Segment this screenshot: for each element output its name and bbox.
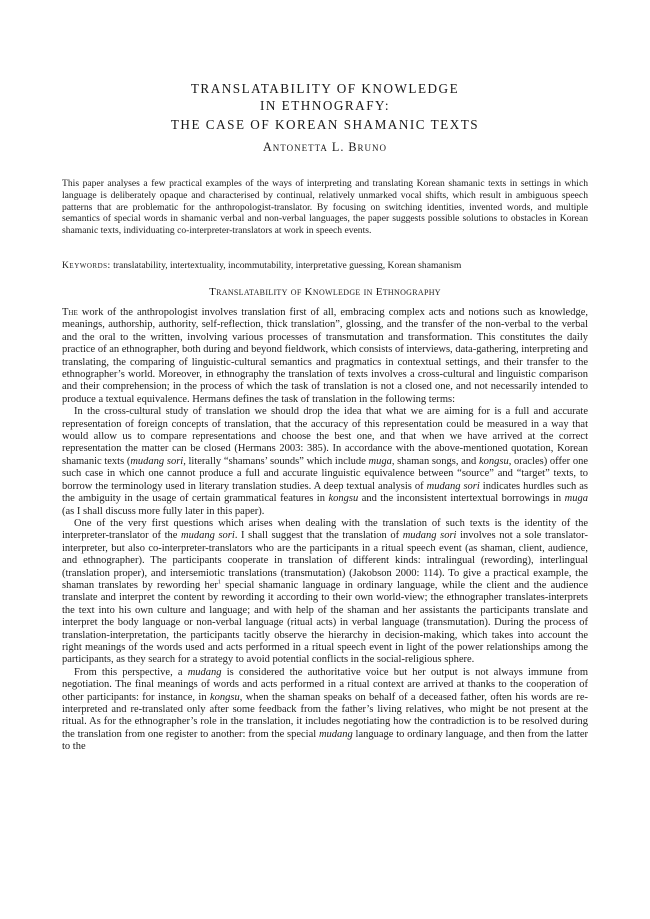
paragraph-2-text-c: , shaman songs, and [391,455,479,467]
paragraph-3-text-b: . I shall suggest that the translation of [234,530,403,542]
paragraph-3-text-c: involves not a sole translator-interpreter, but also co-interpreter-translators who are the participants in a ritual speech event (as shaman, client, audience, and ethnographer). The participants cooperate in translation of different kinds: intralingual (rewording), interlingual (translation proper), and intersemiotic translations (transmutation) (Jakobson 2000: 114). To give a practical example, the shaman translates by rewording her [62,530,588,591]
section-heading: Translatability of Knowledge in Ethnography [209,286,441,298]
paragraph-2-text-e: indicates hurdles such as the ambiguity in the usage of certain grammatical features in [62,480,588,505]
paragraph-2-italic-1: mudang sori [130,455,184,467]
abstract: This paper analyses a few practical examples of the ways of interpreting and translating Korean shamanic texts in settings in which language is deliberately opaque and characterised by continual, relatively unmarked vocal shifts, which result in ambiguous speech patterns that are problematic for the anthropologist-translator. By focusing on switching identities, invented words, and multiple semantics of special words in shamanic verbal and non-verbal languages, the paper suggests possible solutions to obstacles in Korean shamanic texts, individuating co-interpreter-translators at work in speech events. [62,178,588,237]
paragraph-4-text-d: language to ordinary language, and then from the latter to the [62,728,588,753]
paragraph-3-text-d: special shamanic language in ordinary language, while the client and the audience translate and interpret the content by rewording it according to their own world-view; the ethnographer translates-interprets the text into his own culture and language; and with help of the shaman and her assistants the participants translate and interpret the body language or non-verbal language (ritual acts) in verbal language (transmutation). During the process of translation-interpretation, the participants tacitly observe the hierarchy in decision-making, which takes into account the right meanings of the words used and acts performed in a ritual speech event in light of the power relationships among the participants, as they search for a strategy to avoid potential conflicts in the social-religious sphere. [62,579,588,666]
body-text [62,307,588,754]
paragraph-1-text: work of the anthropologist involves translation first of all, embracing complex acts and notions such as knowledge, meanings, authorship, authority, self-reflection, thick translation”, glossing, and the transfer of the non-verbal to the verbal and the oral to the written, involving various processes of transmutation and transformation. This constitutes the daily practice of an ethnographer, both during and beyond fieldwork, which consists of interviews, data-gathering, interpreting and translating, the comparing of linguistic-cultural semantics and pragmatics in contextual settings, and their transfer to the ethnographer’s world. Moreover, in ethnography the translation of texts involves a cross-cultural and linguistic comparison and their comprehension; in the process of which the task of translation is not a closed one, and not necessarily intended to produce a textual equivalence. Hermans defines the task of translation in the following terms: [62,307,589,405]
paragraph-2-text-d: , oracles) offer one such case in which one cannot produce a full and accurate linguistic equivalence between “source” and “target” texts, to borrow the terminology used in literary translation studies. A deep textual analysis of [62,455,588,492]
paragraph-2-italic-3: kongsu [478,455,509,467]
paragraph-2-italic-4: mudang sori [426,480,480,492]
paragraph-2 [62,406,588,518]
paragraph-2-text-f: and the inconsistent intertextual borrowings in [358,493,565,505]
keywords [62,260,588,272]
paragraph-2-text-b: , literally “shamans’ sounds” which include [183,455,369,467]
paragraph-2-text-a: In the cross-cultural study of translation we should drop the idea that what we are aiming for is a full and accurate representation of foreign concepts of translation, that the accuracy of this representation could be measured in a way that would allow us to compare representations and choose the best one, and that when we have arrived at the correct representation the matter can be closed (Hermans 2003: 385). In accordance with the above-mentioned quotation, Korean shamanic texts ( [62,406,588,467]
paragraph-2-italic-6: muga [564,493,588,505]
paragraph-4-text-b: is considered the authoritative voice but her output is not always immune from negotiation. The final meanings of words and acts performed in a ritual context are arrived at thanks to the cooperation of other participants: for instance, in [62,666,588,703]
keywords-label: Keywords: [62,260,111,271]
paragraph-3-italic-1: mudang sori [181,530,235,542]
paragraph-4 [62,667,588,754]
paper-title-line-2: IN ETHNOGRAFY: [259,98,391,113]
paragraph-4-italic-3: mudang [318,728,353,740]
paragraph-3 [62,518,588,667]
paragraph-2-italic-2: muga [368,455,392,467]
paragraph-4-text-a: From this perspective, a [74,666,188,678]
paragraph-2-text-g: (as I shall discuss more fully later in this paper). [62,505,265,517]
footnote-marker: 1 [217,579,221,586]
paragraph-2-italic-5: kongsu [328,493,359,505]
paragraph-4-text-c: , when the shaman speaks on behalf of a deceased father, often his words are re-interpreted and re-translated only after some feedback from the father’s living relatives, who might be not present at the ritual. As for the ethnographer’s role in the translation, it includes negotiating how the contradiction is to be resolved during the translation from one register to another: from the special [62,691,588,740]
paragraph-4-italic-2: kongsu [210,691,240,703]
paragraph-1 [62,307,588,406]
author-name: Antonetta L. Bruno [262,140,388,154]
paragraph-1-lead: The [62,307,78,318]
paper-title-line-1: TRANSLATABILITY OF KNOWLEDGE [190,81,460,96]
paragraph-3-italic-2: mudang sori [402,530,457,542]
keywords-text: translatability, intertextuality, incommutability, interpretative guessing, Korean shamanism [113,260,462,271]
paragraph-4-italic-1: mudang [187,666,222,678]
paper-title-line-3: THE CASE OF KOREAN SHAMANIC TEXTS [170,117,480,132]
paragraph-3-text-a: One of the very first questions which arises when dealing with the translation of such texts is the identity of the interpreter-translator of the [62,517,588,542]
